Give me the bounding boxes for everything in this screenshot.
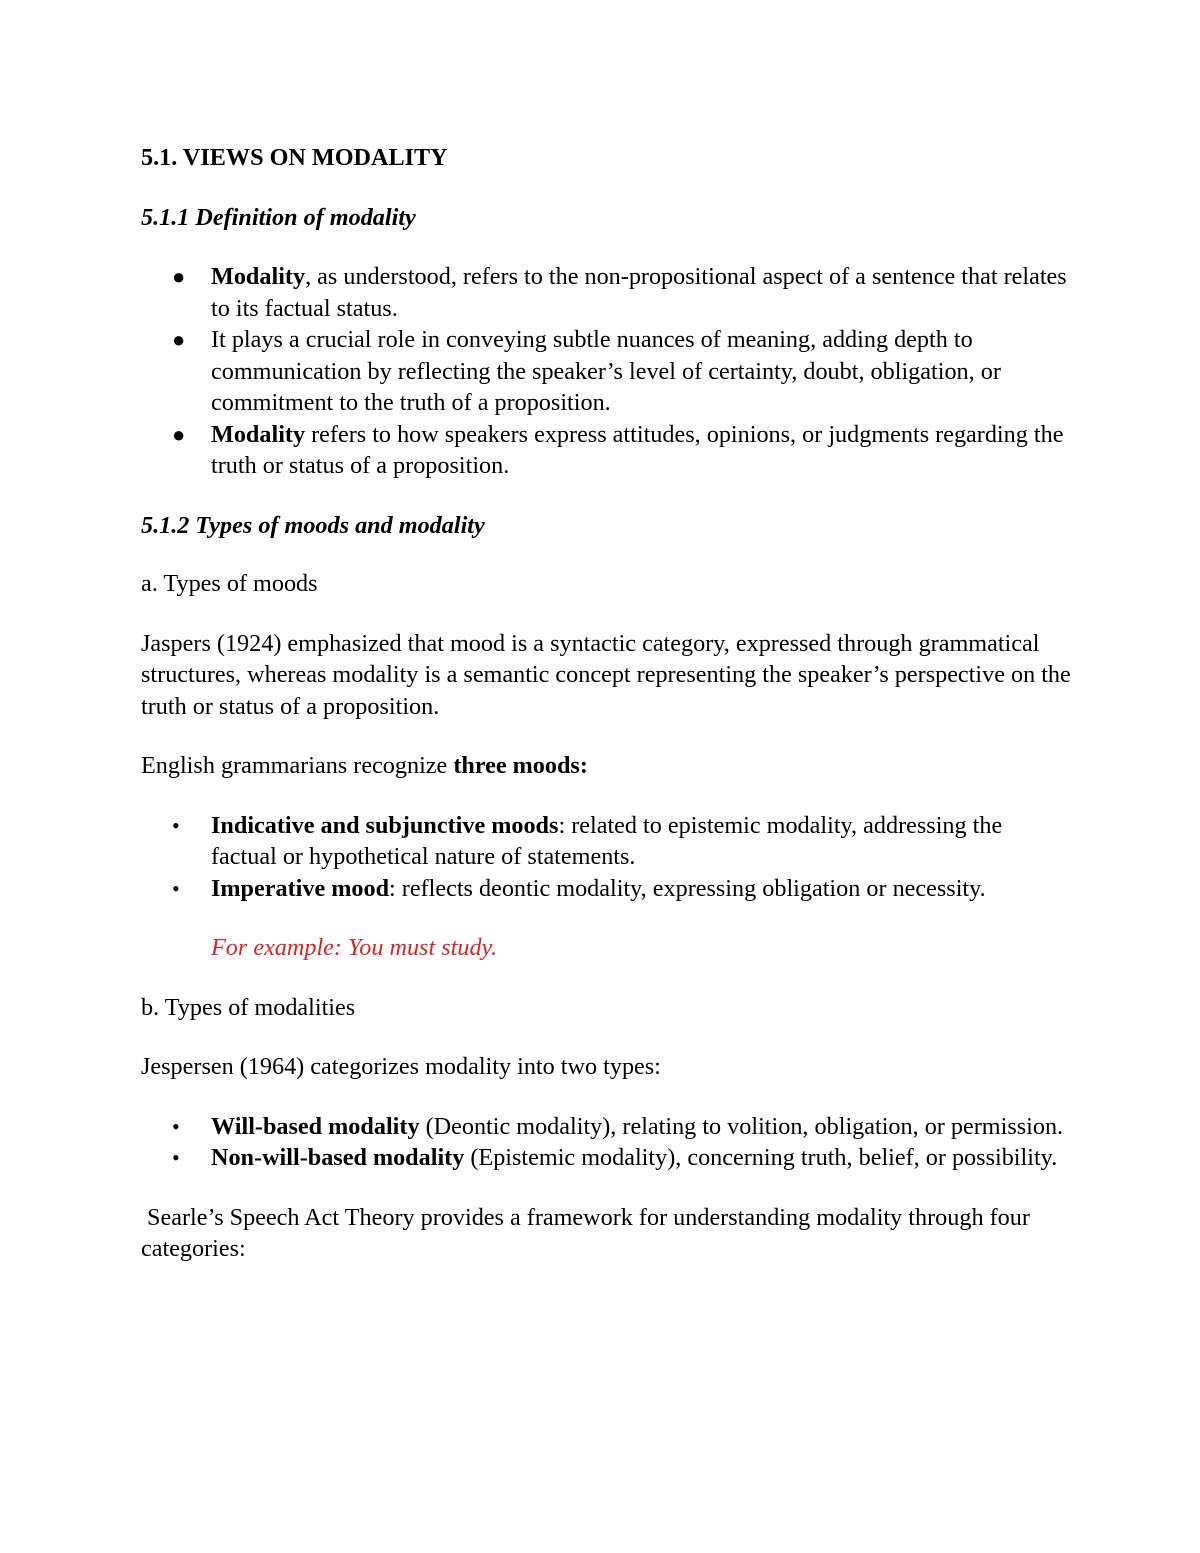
- bullet-icon: •: [172, 875, 180, 901]
- list-item: [141, 873, 1071, 905]
- spacer: [141, 482, 1071, 510]
- list-item: [141, 419, 1071, 482]
- list-item-text: It plays a crucial role in conveying subtle nuances of meaning, adding depth to communication by reflecting the speaker’s level of certainty, doubt, obligation, or commitment to the truth of a proposition.: [211, 326, 1001, 416]
- spacer: [141, 600, 1071, 628]
- bold-term: Modality: [211, 420, 306, 448]
- bullet-icon: •: [172, 1113, 180, 1139]
- paragraph-jespersen: Jespersen (1964) categorizes modality into two types:: [141, 1053, 661, 1080]
- paragraph-grammarians: [141, 750, 1071, 782]
- spacer: [141, 1174, 1071, 1202]
- spacer: [141, 722, 1071, 750]
- moods-list: [141, 810, 1071, 905]
- bullet-icon: ●: [172, 421, 186, 447]
- bold-term: Modality: [211, 263, 306, 290]
- paragraph-text: English grammarians recognize: [141, 752, 454, 779]
- bold-term: Will-based modality: [211, 1112, 420, 1140]
- list-item-text: : related to epistemic modality, addressing the factual or hypothetical nature of statements.: [211, 811, 1003, 870]
- list-item-text: (Epistemic modality), concerning truth, belief, or possibility.: [464, 1144, 1058, 1171]
- bullet-icon: ●: [172, 264, 186, 289]
- spacer: [141, 964, 1071, 992]
- spacer: [141, 1083, 1071, 1111]
- list-item: [141, 261, 1071, 324]
- bold-term: three moods:: [453, 752, 588, 779]
- list-item: [141, 1111, 1071, 1143]
- list-item-text: : reflects deontic modality, expressing obligation or necessity.: [389, 874, 986, 902]
- section-heading-definition: 5.1.1 Definition of modality: [141, 203, 416, 231]
- list-item-text: refers to how speakers express attitudes, opinions, or judgments regarding the truth or status of a proposition.: [211, 420, 1064, 479]
- list-item: [141, 324, 1071, 419]
- list-item: [141, 810, 1071, 873]
- modalities-list: [141, 1111, 1071, 1174]
- page-title: 5.1. VIEWS ON MODALITY: [141, 144, 448, 171]
- spacer: [141, 904, 1071, 932]
- spacer: [141, 1023, 1071, 1051]
- example-sentence: For example: You must study.: [211, 934, 497, 961]
- paragraph-searle: Searle’s Speech Act Theory provides a framework for understanding modality through four categories:: [141, 1203, 1036, 1262]
- subsection-label-moods: a. Types of moods: [141, 570, 318, 597]
- definition-list: [141, 261, 1071, 482]
- list-item-text: (Deontic modality), relating to volition, obligation, or permission.: [419, 1112, 1064, 1140]
- spacer: [141, 174, 1071, 202]
- list-item-text: , as understood, refers to the non-propositional aspect of a sentence that relates to its factual status.: [211, 263, 1067, 322]
- bold-term: Indicative and subjunctive moods: [211, 811, 559, 839]
- subsection-label-modalities: b. Types of modalities: [141, 993, 356, 1021]
- spacer: [141, 233, 1071, 261]
- bullet-icon: ●: [172, 327, 186, 352]
- section-heading-types: 5.1.2 Types of moods and modality: [141, 511, 485, 539]
- bold-term: Non-will-based modality: [211, 1144, 465, 1171]
- bullet-icon: •: [172, 812, 180, 838]
- document-page: [141, 142, 1071, 1265]
- spacer: [141, 541, 1071, 568]
- paragraph-jaspers: Jaspers (1924) emphasized that mood is a syntactic category, expressed through grammatical structures, whereas modality is a semantic concept representing the speaker’s perspective on the truth or status of a proposition.: [141, 629, 1071, 720]
- list-item: [141, 1142, 1071, 1174]
- spacer: [141, 782, 1071, 810]
- bold-term: Imperative mood: [211, 874, 390, 902]
- bullet-icon: •: [172, 1145, 180, 1170]
